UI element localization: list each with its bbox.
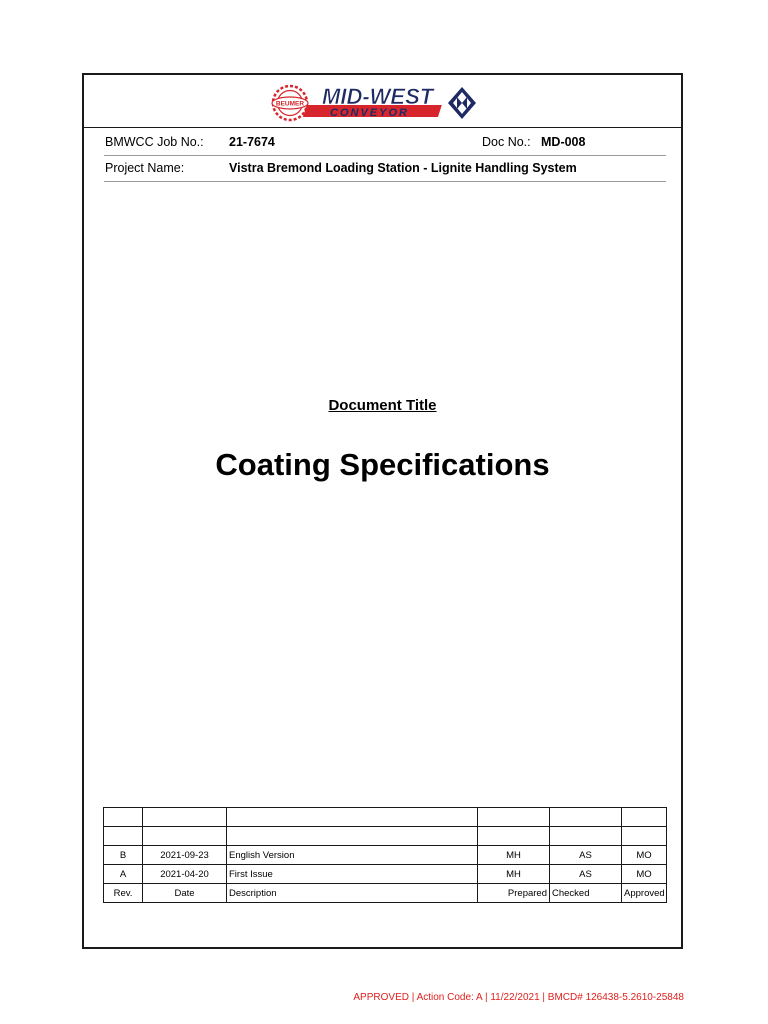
prepared-cell: MH [478, 846, 550, 865]
logo-row [84, 75, 681, 128]
approved-cell: MO [622, 846, 667, 865]
job-label: BMWCC Job No.: [105, 135, 204, 149]
table-row [104, 808, 667, 827]
approval-stamp: APPROVED | Action Code: A | 11/22/2021 | BMCD# 126438-5.2610-25848 [353, 992, 684, 1003]
job-info-row [104, 129, 666, 156]
approved-cell [622, 827, 667, 846]
mid-west-conveyor-logo [264, 83, 484, 123]
rev-cell [104, 827, 143, 846]
rev-cell: A [104, 865, 143, 884]
revision-table [103, 807, 667, 903]
checked-header: Checked [550, 884, 622, 903]
beumer-seal-icon [272, 86, 308, 120]
document-frame [82, 73, 683, 949]
date-cell [143, 827, 227, 846]
project-name: Vistra Bremond Loading Station - Lignite Handling System [229, 161, 577, 175]
description-cell [227, 808, 478, 827]
svg-text:MID-WEST: MID-WEST [322, 84, 434, 109]
checked-cell [550, 808, 622, 827]
description-cell: English Version [227, 846, 478, 865]
table-header-row [104, 884, 667, 903]
doc-label: Doc No.: [482, 135, 531, 149]
job-number: 21-7674 [229, 135, 275, 149]
approved-header: Approved [622, 884, 667, 903]
rev-header: Rev. [104, 884, 143, 903]
svg-text:CONVEYOR: CONVEYOR [330, 107, 409, 119]
checked-cell [550, 827, 622, 846]
table-row [104, 827, 667, 846]
rev-cell [104, 808, 143, 827]
prepared-cell [478, 827, 550, 846]
document-title: Coating Specifications [215, 447, 550, 482]
approved-cell: MO [622, 865, 667, 884]
project-label: Project Name: [105, 161, 185, 175]
checked-cell: AS [550, 865, 622, 884]
date-cell: 2021-09-23 [143, 846, 227, 865]
prepared-header: Prepared [478, 884, 550, 903]
table-row [104, 865, 667, 884]
description-header: Description [227, 884, 478, 903]
date-header: Date [143, 884, 227, 903]
description-cell: First Issue [227, 865, 478, 884]
rev-cell: B [104, 846, 143, 865]
diamond-emblem-icon [448, 87, 476, 119]
document-title-label: Document Title [328, 397, 437, 414]
date-cell: 2021-04-20 [143, 865, 227, 884]
description-cell [227, 827, 478, 846]
checked-cell: AS [550, 846, 622, 865]
approved-cell [622, 808, 667, 827]
table-row [104, 846, 667, 865]
project-info-row [104, 155, 666, 182]
prepared-cell: MH [478, 865, 550, 884]
date-cell [143, 808, 227, 827]
doc-number: MD-008 [541, 135, 586, 149]
svg-text:BEUMER: BEUMER [275, 100, 305, 108]
prepared-cell [478, 808, 550, 827]
